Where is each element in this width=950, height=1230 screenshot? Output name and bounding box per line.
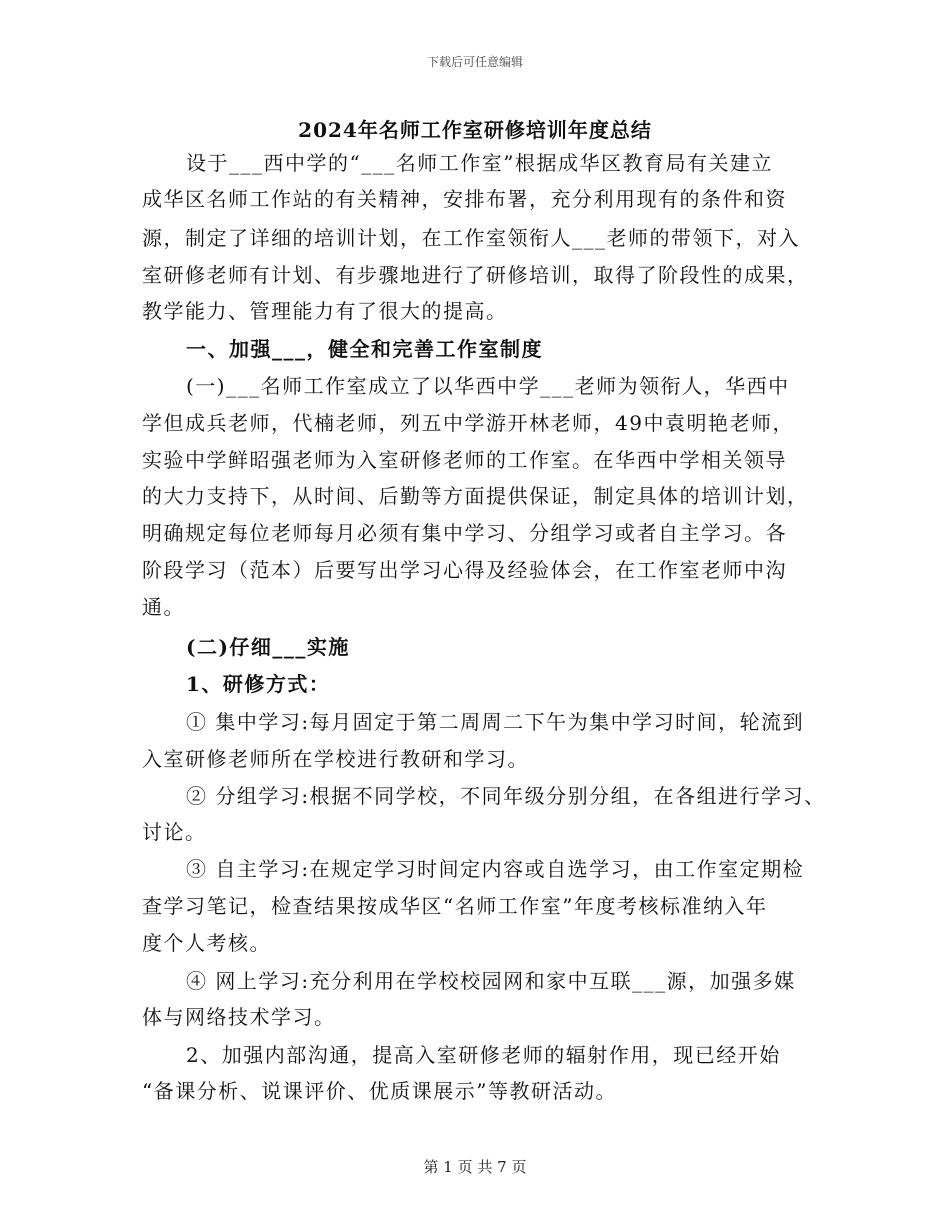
paragraph-line: 学但成兵老师，代楠老师，列五中学游开林老师，49中袁明艳老师，	[142, 411, 794, 435]
paragraph-line: 源，制定了详细的培训计划，在工作室领衔人___老师的带领下，对入	[142, 226, 800, 250]
item-heading: 1、研修方式：	[186, 672, 331, 696]
list-item-line: 入室研修老师所在学校进行教研和学习。	[142, 747, 529, 771]
paragraph-line: 通。	[142, 595, 185, 619]
paragraph-line: 室研修老师有计划、有步骤地进行了研修培训，取得了阶段性的成果，	[142, 263, 809, 287]
page-number: 第 1 页 共 7 页	[423, 1158, 527, 1176]
page-header-note: 下载后可任意编辑	[426, 55, 523, 69]
paragraph-line: 阶段学习（范本）后要写出学习心得及经验体会，在工作室老师中沟	[142, 558, 787, 582]
list-item-line: 讨论。	[142, 820, 207, 844]
list-item-line: ④ 网上学习:充分利用在学校校园网和家中互联___源，加强多媒	[186, 969, 796, 993]
paragraph-line: 明确规定每位老师每月必须有集中学习、分组学习或者自主学习。各	[142, 521, 787, 545]
paragraph-line: “备课分析、说课评价、优质课展示”等教研活动。	[142, 1079, 617, 1103]
list-item-line: 度个人考核。	[142, 931, 271, 955]
paragraph-line: 2、加强内部沟通，提高入室研修老师的辐射作用，现已经开始	[186, 1043, 781, 1067]
paragraph-line: (一)___名师工作室成立了以华西中学___老师为领衔人，华西中	[186, 374, 790, 398]
subsection-heading: (二)仔细___实施	[186, 635, 350, 659]
paragraph-line: 教学能力、管理能力有了很大的提高。	[142, 299, 508, 323]
paragraph-line: 的大力支持下，从时间、后勤等方面提供保证，制定具体的培训计划，	[142, 484, 809, 508]
list-item-line: 体与网络技术学习。	[142, 1005, 336, 1029]
list-item-line: ③ 自主学习:在规定学习时间定内容或自选学习，由工作室定期检	[186, 857, 805, 881]
document-title: 2024年名师工作室研修培训年度总结	[298, 118, 652, 142]
section-heading: 一、加强___，健全和完善工作室制度	[186, 337, 543, 361]
paragraph-line: 实验中学鲜昭强老师为入室研修老师的工作室。在华西中学相关领导	[142, 448, 787, 472]
paragraph-line: 设于___西中学的“___名师工作室”根据成华区教育局有关建立	[186, 151, 773, 175]
list-item-line: 查学习笔记，检查结果按成华区“名师工作室”年度考核标准纳入年	[142, 894, 768, 918]
list-item-line: ① 集中学习:每月固定于第二周周二下午为集中学习时间，轮流到	[186, 710, 805, 734]
paragraph-line: 成华区名师工作站的有关精神，安排布署，充分利用现有的条件和资	[142, 187, 787, 211]
list-item-line: ② 分组学习:根据不同学校，不同年级分别分组，在各组进行学习、	[186, 784, 826, 808]
